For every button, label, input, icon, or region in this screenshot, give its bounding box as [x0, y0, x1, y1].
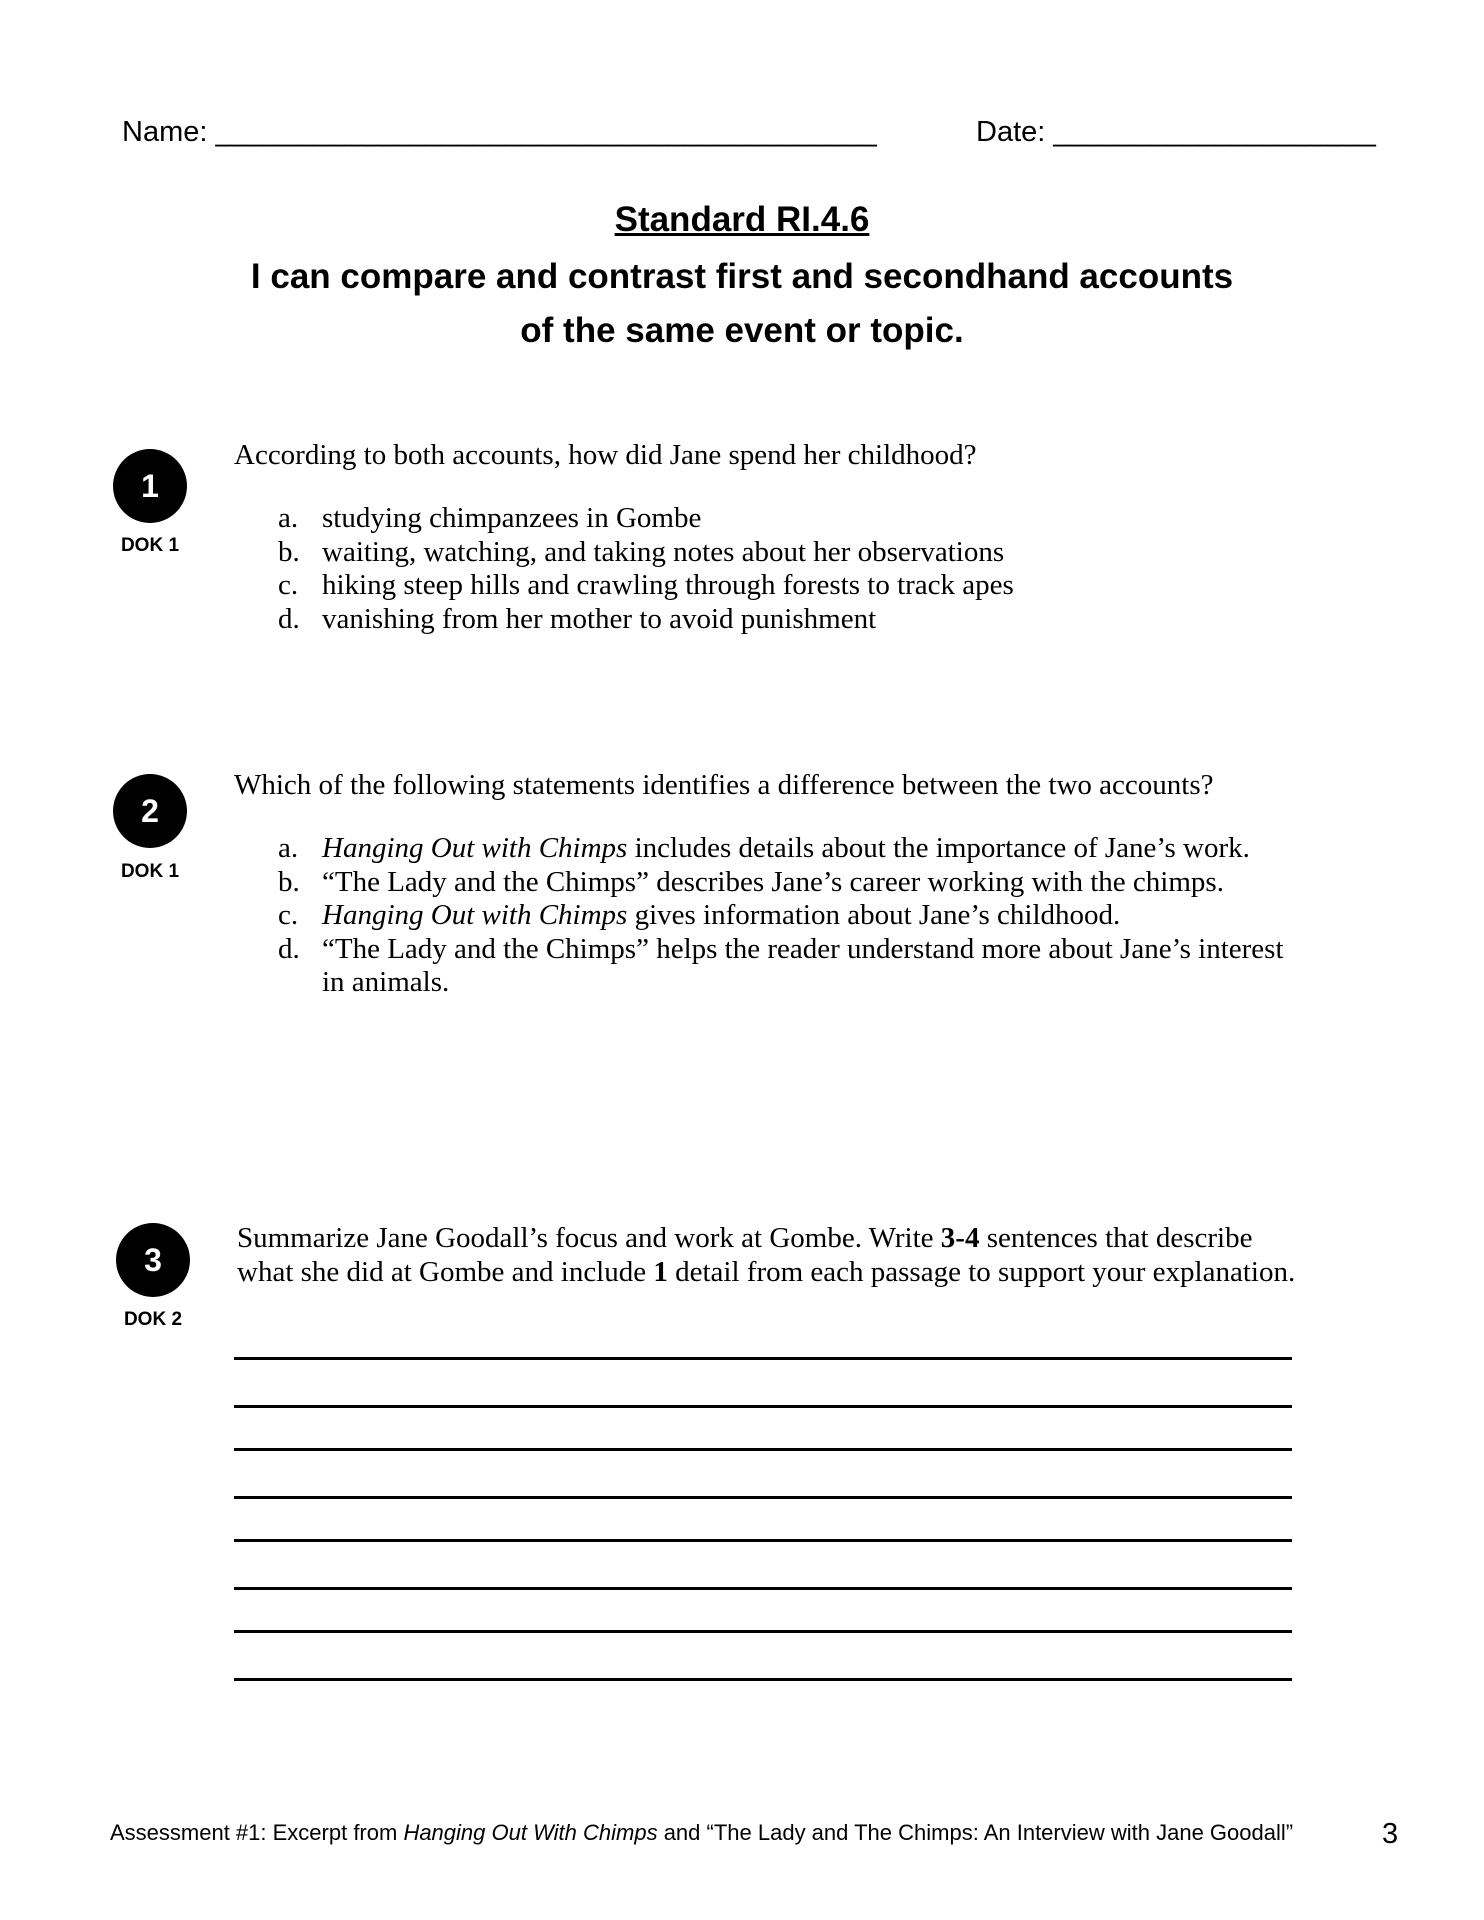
answer-line-2[interactable]: [234, 1405, 1292, 1408]
question-2-option-c[interactable]: c. Hanging Out with Chimps gives information about Jane’s childhood.: [278, 899, 1121, 931]
question-2-option-b[interactable]: b. “The Lady and the Chimps” describes Jane’s career working with the chimps.: [278, 865, 1224, 898]
date-field-label[interactable]: Date: ____________________: [976, 116, 1376, 148]
question-3-dok-label: DOK 2: [123, 1309, 183, 1330]
objective-line-2: of the same event or topic.: [520, 311, 964, 350]
answer-line-6[interactable]: [234, 1587, 1292, 1590]
question-2-option-d[interactable]: d. “The Lady and the Chimps” helps the reader understand more about Jane’s interest in animals.: [278, 932, 1284, 998]
objective-line-1: I can compare and contrast first and secondhand accounts: [250, 257, 1234, 296]
standard-title: Standard RI.4.6: [614, 200, 870, 239]
answer-line-1[interactable]: [234, 1357, 1292, 1360]
question-3-prompt: Summarize Jane Goodall’s focus and work at Gombe. Write 3-4 sentences that describe what she did at Gombe and include 1 detail from each passage to support your explanation.: [237, 1222, 1296, 1288]
answer-line-3[interactable]: [234, 1448, 1292, 1451]
question-2-number-badge: 2: [113, 774, 187, 848]
question-1-option-b[interactable]: b. waiting, watching, and taking notes about her observations: [278, 535, 1005, 568]
answer-line-7[interactable]: [234, 1630, 1292, 1633]
question-1-option-d[interactable]: d. vanishing from her mother to avoid punishment: [278, 602, 877, 635]
question-1-option-a[interactable]: a. studying chimpanzees in Gombe: [278, 502, 702, 534]
answer-line-5[interactable]: [234, 1539, 1292, 1542]
question-1-number-badge: 1: [113, 449, 187, 523]
question-1-option-c[interactable]: c. hiking steep hills and crawling through forests to track apes: [278, 569, 1014, 601]
answer-line-8[interactable]: [234, 1678, 1292, 1681]
assessment-footer: Assessment #1: Excerpt from Hanging Out With Chimps and “The Lady and The Chimps: An Interview with Jane Goodall”: [110, 1820, 1294, 1845]
question-2-prompt: Which of the following statements identifies a difference between the two accounts?: [234, 769, 1214, 801]
page-number: 3: [1382, 1818, 1399, 1850]
question-1-dok-label: DOK 1: [120, 535, 180, 556]
learning-objective: [0, 250, 1484, 358]
question-1-options: [278, 502, 1014, 636]
footer-book-title: Hanging Out With Chimps: [403, 1820, 658, 1845]
book-title: Hanging Out with Chimps: [322, 899, 628, 931]
answer-line-4[interactable]: [234, 1496, 1292, 1499]
question-1-prompt: According to both accounts, how did Jane spend her childhood?: [234, 439, 977, 471]
question-3-number-badge: 3: [116, 1223, 190, 1297]
name-field-label[interactable]: Name: _________________________________________: [122, 116, 877, 148]
question-2-dok-label: DOK 1: [120, 861, 180, 882]
question-2-option-a[interactable]: a. Hanging Out with Chimps includes details about the importance of Jane’s work.: [278, 832, 1250, 864]
book-title: Hanging Out with Chimps: [322, 832, 628, 864]
question-2-options: [278, 832, 1298, 1000]
